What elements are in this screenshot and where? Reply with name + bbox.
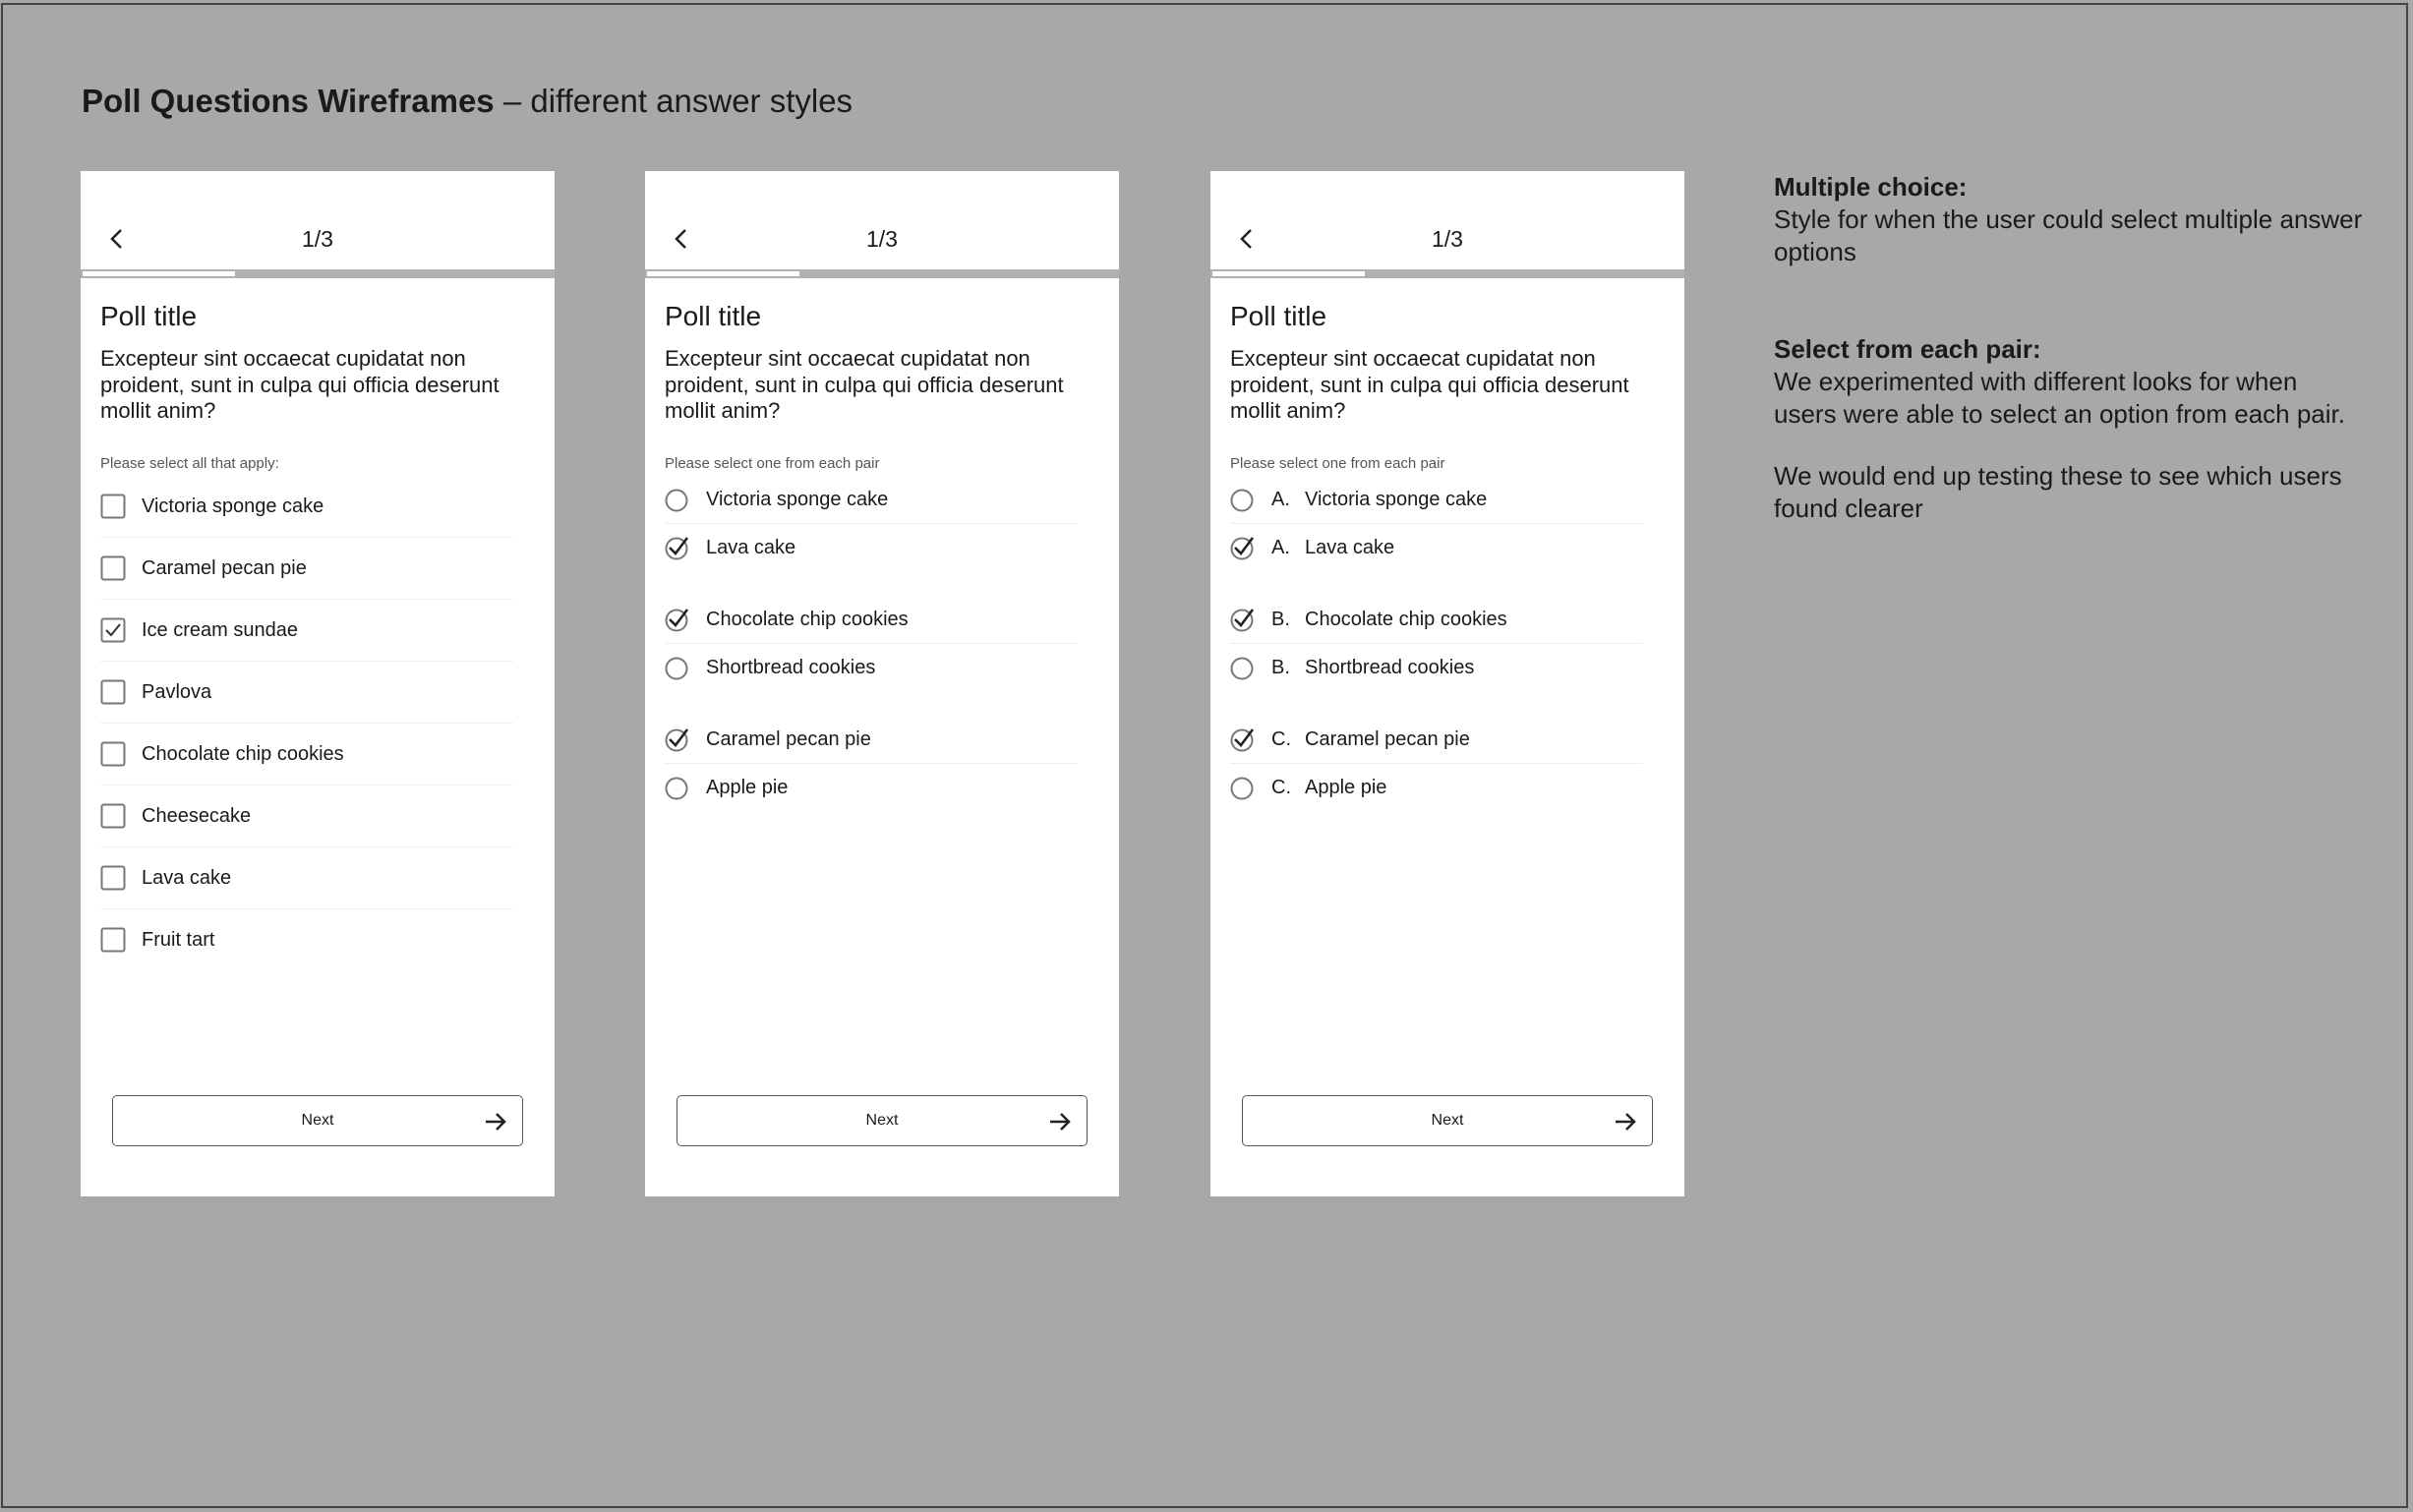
pair-text-2: We would end up testing these to see which users found clearer xyxy=(1774,461,2342,523)
option-row[interactable] xyxy=(100,909,513,970)
checked-radio-icon[interactable] xyxy=(665,607,690,632)
option-label: Lava cake xyxy=(142,866,232,889)
option-label: Cheesecake xyxy=(142,804,252,827)
next-button[interactable] xyxy=(112,1095,523,1146)
option-row[interactable] xyxy=(665,644,1078,691)
option-label: Victoria sponge cake xyxy=(1305,488,1488,510)
option-row[interactable] xyxy=(100,600,513,662)
option-row[interactable] xyxy=(665,716,1078,764)
option-label: Shortbread cookies xyxy=(706,656,876,678)
options-list xyxy=(1230,476,1643,836)
option-row[interactable] xyxy=(100,476,513,538)
poll-card xyxy=(645,171,1119,1196)
instruction-text: Please select all that apply: xyxy=(100,455,279,472)
poll-question: Excepteur sint occaecat cupidatat non proident, sunt in culpa qui officia deserunt mollit anim? xyxy=(665,346,1064,423)
option-label: Chocolate chip cookies xyxy=(142,742,344,765)
option-row[interactable] xyxy=(100,724,513,785)
checked-checkbox-icon[interactable] xyxy=(100,617,126,643)
option-row[interactable] xyxy=(1230,764,1643,811)
progress-bar xyxy=(1210,269,1684,278)
option-label: Lava cake xyxy=(1305,536,1395,558)
progress-fill xyxy=(1210,269,1367,278)
step-counter: 1/3 xyxy=(1432,226,1463,252)
option-pair xyxy=(1230,596,1643,691)
option-label: Caramel pecan pie xyxy=(706,727,871,750)
progress-fill xyxy=(81,269,237,278)
option-letter: B. xyxy=(1271,608,1290,630)
checkbox-icon[interactable] xyxy=(100,927,126,953)
radio-icon[interactable] xyxy=(1230,655,1256,680)
option-row[interactable] xyxy=(1230,596,1643,644)
instruction-text: Please select one from each pair xyxy=(1230,455,1445,472)
checkbox-icon[interactable] xyxy=(100,679,126,705)
progress-bar xyxy=(81,269,555,278)
poll-question: Excepteur sint occaecat cupidatat non proident, sunt in culpa qui officia deserunt mollit anim? xyxy=(1230,346,1629,423)
option-row[interactable] xyxy=(665,596,1078,644)
radio-icon[interactable] xyxy=(665,775,690,800)
option-row[interactable] xyxy=(100,847,513,909)
option-label: Caramel pecan pie xyxy=(1305,727,1470,750)
next-label: Next xyxy=(1431,1112,1464,1129)
poll-card xyxy=(81,171,555,1196)
option-row[interactable] xyxy=(1230,716,1643,764)
checkbox-icon[interactable] xyxy=(100,494,126,519)
option-label: Apple pie xyxy=(706,776,789,798)
option-label: Caramel pecan pie xyxy=(142,556,307,579)
checked-radio-icon[interactable] xyxy=(1230,727,1256,752)
option-label: Chocolate chip cookies xyxy=(1305,608,1507,630)
checkbox-icon[interactable] xyxy=(100,555,126,581)
option-letter: C. xyxy=(1271,776,1291,798)
multiple-choice-heading: Multiple choice: xyxy=(1774,172,1968,202)
checkbox-icon[interactable] xyxy=(100,865,126,891)
option-pair xyxy=(1230,716,1643,811)
option-pair xyxy=(665,596,1078,691)
next-label: Next xyxy=(301,1112,334,1129)
option-letter: A. xyxy=(1271,536,1290,558)
option-row[interactable] xyxy=(100,538,513,600)
option-row[interactable] xyxy=(1230,524,1643,571)
option-pair xyxy=(665,476,1078,571)
radio-icon[interactable] xyxy=(665,487,690,512)
checked-radio-icon[interactable] xyxy=(1230,607,1256,632)
arrow-right-icon xyxy=(483,1109,508,1134)
pair-text: We experimented with different looks for when users were able to select an option from each pair. xyxy=(1774,367,2345,429)
option-row[interactable] xyxy=(100,662,513,724)
notes-panel xyxy=(1774,171,2364,525)
radio-icon[interactable] xyxy=(665,655,690,680)
poll-card xyxy=(1210,171,1684,1196)
option-label: Lava cake xyxy=(706,536,796,558)
option-row[interactable] xyxy=(100,785,513,847)
arrow-right-icon xyxy=(1613,1109,1638,1134)
poll-title: Poll title xyxy=(100,301,198,331)
option-row[interactable] xyxy=(665,764,1078,811)
option-row[interactable] xyxy=(1230,644,1643,691)
option-row[interactable] xyxy=(1230,476,1643,524)
option-letter: A. xyxy=(1271,488,1290,510)
progress-fill xyxy=(645,269,801,278)
checkbox-icon[interactable] xyxy=(100,803,126,829)
page-title: Poll Questions Wireframes – different answer styles xyxy=(82,83,853,119)
multiple-choice-text: Style for when the user could select multiple answer options xyxy=(1774,204,2363,266)
option-pair xyxy=(1230,476,1643,571)
poll-title: Poll title xyxy=(665,301,762,331)
option-row[interactable] xyxy=(665,476,1078,524)
option-label: Ice cream sundae xyxy=(142,618,298,641)
next-button[interactable] xyxy=(677,1095,1088,1146)
option-label: Chocolate chip cookies xyxy=(706,608,909,630)
option-label: Apple pie xyxy=(1305,776,1387,798)
progress-bar xyxy=(645,269,1119,278)
poll-title: Poll title xyxy=(1230,301,1327,331)
option-label: Pavlova xyxy=(142,680,212,703)
next-label: Next xyxy=(865,1112,899,1129)
checked-radio-icon[interactable] xyxy=(1230,535,1256,560)
arrow-right-icon xyxy=(1047,1109,1073,1134)
checked-radio-icon[interactable] xyxy=(665,727,690,752)
step-counter: 1/3 xyxy=(302,226,333,252)
option-label: Victoria sponge cake xyxy=(142,494,324,517)
option-letter: B. xyxy=(1271,656,1290,678)
radio-icon[interactable] xyxy=(1230,775,1256,800)
option-pair xyxy=(665,716,1078,811)
option-label: Shortbread cookies xyxy=(1305,656,1475,678)
options-list xyxy=(100,476,513,970)
checkbox-icon[interactable] xyxy=(100,741,126,767)
radio-icon[interactable] xyxy=(1230,487,1256,512)
option-label: Fruit tart xyxy=(142,928,215,951)
next-button[interactable] xyxy=(1242,1095,1653,1146)
instruction-text: Please select one from each pair xyxy=(665,455,880,472)
checked-radio-icon[interactable] xyxy=(665,535,690,560)
option-letter: C. xyxy=(1271,727,1291,750)
pair-heading: Select from each pair: xyxy=(1774,334,2041,364)
option-row[interactable] xyxy=(665,524,1078,571)
poll-question: Excepteur sint occaecat cupidatat non proident, sunt in culpa qui officia deserunt mollit anim? xyxy=(100,346,500,423)
step-counter: 1/3 xyxy=(866,226,898,252)
options-list xyxy=(665,476,1078,836)
option-label: Victoria sponge cake xyxy=(706,488,889,510)
